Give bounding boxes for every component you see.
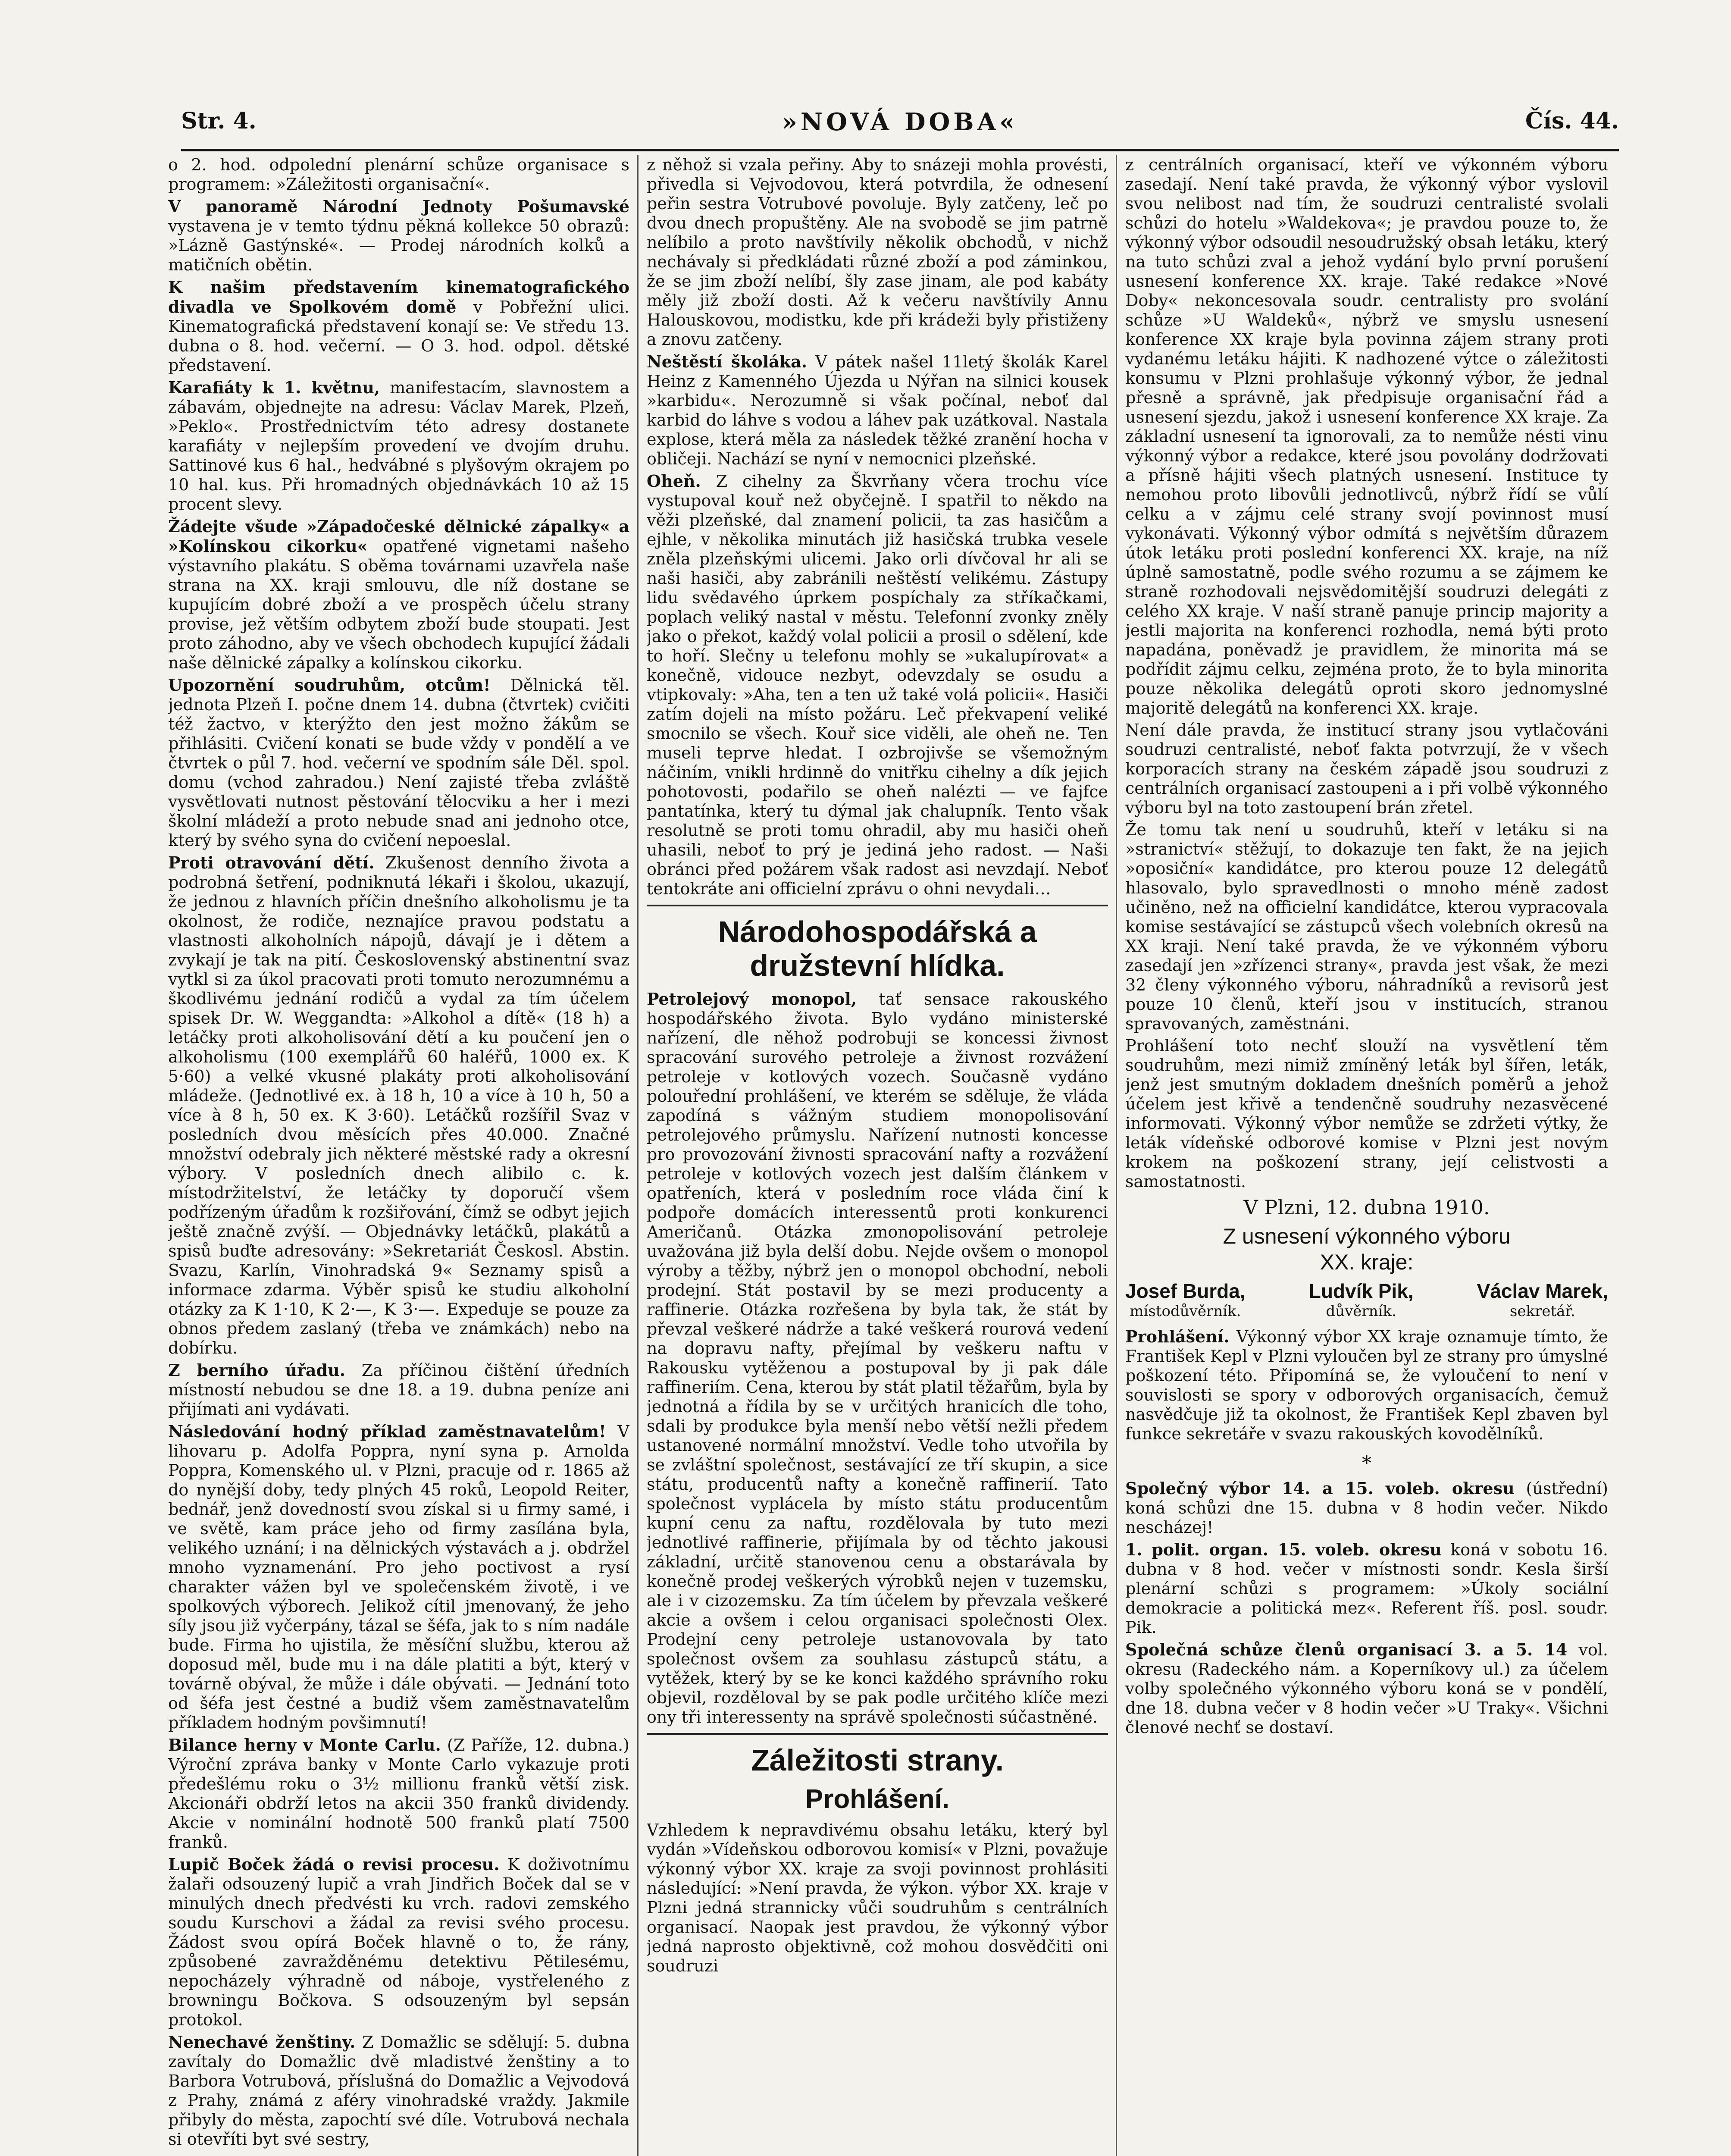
article-lead: Neštěstí školáka. — [647, 352, 807, 371]
page-number: Str. 4. — [181, 108, 257, 134]
page-header — [181, 108, 1619, 147]
masthead-title: »NOVÁ DOBA« — [782, 108, 1018, 136]
section-rule — [647, 905, 1108, 906]
article-lead: Proti otravování dětí. — [168, 853, 375, 872]
article-committee: Společný výbor 14. a 15. voleb. okresu (ústřední) koná schůzi dne 15. dubna v 8 hodin večer. Nikdo nescházej! — [1125, 1479, 1608, 1537]
article-monte-carlo: Bilance herny v Monte Carlu. (Z Paříže, 12. dubna.) Výroční zpráva banky v Monte Carlo vykazuje proti předešlému roku o 3½ millionu franků větší zisk. Akcionáři obdrží letos na akcii 350 franků dividendy. Akcie v nominální hodnotě 500 franků platí 7500 franků. — [168, 1735, 629, 1852]
article-tax-office: Z berního úřadu. Za příčinou čištění úředních místností nebudou se dne 18. a 19. dubna peníze ani přijímati ani vydávati. — [168, 1360, 629, 1419]
article-paragraph: Že tomu tak není u soudruhů, kteří v letáku si na »stranictví« stěžují, to dokazuje ten fakt, že na jejich »oposiční« kandidátce, pro kterou pouze 12 delegátů hlasovalo, bylo spravedlnosti o mnoho méně zadost učiněno, než na officielní kandidátce, kterou vypracovala komise sestávající se zástupců všech volebních okresů na XX kraji. Není také pravda, že ve výkonném výboru zasedají jen »zřízenci strany«, pravda jest však, že mezi 32 členy výkonného výboru, náhradníků a revisorů jest pouze 10 členů, kteří jsou v institucích, stranou spravovaných, zaměstnáni. — [1125, 820, 1608, 1033]
signature: Ludvík Pik, důvěrník. — [1308, 1280, 1414, 1320]
article-panorama: V panoramě Národní Jednoty Pošumavské vystavena je v temto týdnu pěkná kollekce 50 obrazů: »Lázně Gastýnské«. — Prodej národních kolků a matičních obětin. — [168, 197, 629, 274]
article-paragraph: Není dále pravda, že institucí strany jsou vytlačováni soudruzi centralisté, neboť fakta potvrzují, že v všech korporacích strany na českém západě jsou soudruzi z centrálních organisací zastoupeni a i při volbě výkonného výboru byl na toto zastoupení brán zřetel. — [1125, 721, 1608, 817]
article-lead: Prohlášení. — [1125, 1327, 1230, 1346]
article-women: Nenechavé ženštiny. Z Domažlic se sdělují: 5. dubna zavítaly do Domažlic dvě mladistvé ženštiny a to Barbora Votrubová, příslušná do Domažlic a Vejvodová z Prahy, známá z aféry vinohradské vraždy. Jakmile přibyly do města, zapochtí své díle. Votrubová nechala si otevříti byt své sestry, — [168, 2032, 629, 2149]
resolution-title: Z usnesení výkonného výboru XX. kraje: — [1223, 1224, 1511, 1274]
column-divider — [1116, 155, 1117, 2156]
article-lead: V panoramě Národní Jednoty Pošumavské — [168, 197, 629, 216]
signatures — [1125, 1279, 1608, 1320]
article-lead: Lupič Boček žádá o revisi procesu. — [168, 1855, 500, 1874]
section-title-party: Záležitosti strany. — [751, 1743, 1004, 1777]
article-lead: Žádejte všude »Západočeské dělnické zápalky« a »Kolínskou cikorku« — [168, 517, 629, 556]
article-paragraph: z centrálních organisací, kteří ve výkonném výboru zasedají. Není také pravda, že výkonný výbor vyslovil svou nelibost nad tím, že soudruzi centralisté svolali schůzi do hotelu »Waldekova«; je pravdou pouze to, že výkonný výbor odsoudil nesoudružský obsah letáku, který na tuto schůzi zval a jehož vydání bylo první porušení usnesení konference XX. kraje. Také redakce »Nové Doby« nekoncesovala soudr. centralisty pro svolání schůze »U Waldeků«, nýbrž ve smyslu usnesení konference XX kraje byla povinna zájem strany proti vydanému letáku hájiti. K nadhozené výtce o záležitosti konsumu v Plzni prohlašuje výkonný výbor, že jednal přesně a správně, jak předpisuje organisační řád a usnesení sjezdu, jakož i usnesení konference XX kraje. Za základní usnesení ta ignorovali, za to nemůže nésti vinu výkonný výbor a redakce, které jsou povolány dodržovati a přísně hájiti všech platných usnesení. Instituce ty nemohou proto libovůli jednotlivců, nýbrž řídí se vůlí celku a v zájmu celé strany svojí povinnost musí vykonávati. Výkonný výbor odmítá s největším důrazem útok letáku proti poslední konferenci XX. kraje, na níž úplně samostatně, podle svého rozumu a se zájmem ke straně rozhodovali nejsvědomitější soudruzi delegáti z celého XX kraje. V naší straně panuje princip majority a jestli majorita na konferenci rozhodla, nemá býti proto napadána, poněvadž je pravidlem, že minorita má se podřídit zájmu celku, zejména proto, že to byla minorita pouze několika delegátů oproti skoro jednomyslné majoritě delegátů na konferenci XX. kraje. — [1125, 155, 1608, 718]
article-lead: K našim představením kinematografického divadla ve Spolkovém domě — [168, 277, 629, 317]
article-matches: Žádejte všude »Západočeské dělnické zápalky« a »Kolínskou cikorku« opatřené vignetami našeho výstavního plakátu. S oběma továrnami uzavřela naše strana na XX. kraji smlouvu, dle níž dostane se kupujícím dobré zboží a ve prospěch účelu strany provise, jež větším odbytem zboží bude stoupati. Jest proto záhodno, aby ve všech obchodech kupující žádali naše dělnické zápalky a kolínskou cikorku. — [168, 517, 629, 672]
signature: Josef Burda, místodůvěrník. — [1125, 1280, 1246, 1320]
column-2 — [647, 155, 1108, 2156]
signature: Václav Marek, sekretář. — [1477, 1280, 1608, 1320]
section-rule — [647, 1733, 1108, 1735]
article-lead: 1. polit. organ. 15. voleb. okresu — [1125, 1540, 1442, 1559]
issue-number: Čís. 44. — [1525, 108, 1619, 134]
column-3 — [1125, 155, 1608, 2156]
place-date: V Plzni, 12. dubna 1910. — [1243, 1196, 1490, 1219]
article-lead: Upozornění soudruhům, otcům! — [168, 675, 491, 695]
article-lead: Následování hodný příklad zaměstnavatelům! — [168, 1422, 606, 1441]
article-lead: Oheň. — [647, 471, 701, 491]
article-fire: Oheň. Z cihelny za Škvrňany včera trochu více vystupoval kouř než obyčejně. I spatřil to někdo na věži plzeňské, dal znamení policii, ta zas hasičům a ejhle, v několika minutách již hasičská trubka vesele zněla plzeňskými ulicemi. Jako orli dívčoval hr ali se naši hasiči, aby zabránili neštěstí velikému. Zástupy lidu svědavého úprkem pospíchaly za stříkačkami, poplach veliký nastal v městu. Telefonní zvonky zněly jako o překot, každý volal policii a prosil o sdělení, kde to hoří. Slečny u telefonu mohly se »ukalupírovat« a konečně, vidouce nezbyt, odevzdaly se osudu a vtipkovaly: »Aha, ten a ten už také volá policii«. Hasiči zatím dojeli na místo požáru. Leč překvapení veliké smocnilo se všech. Kouř sice viděli, ale oheň ne. Ten museli teprve hledat. I ozbrojivše se všemožným náčiním, vnikli hrdinně do vnitřku cihelny a dík jejich pohotovosti, podařilo se oheň nalézti — ve fajfce pantatínka, který tu dýmal jak chalupník. Tento však resolutně se proti tomu ohradil, aby mu hasiči oheň uhasili, neboť to prý je jediná jeho radost. — Naši obránci před požárem však radost asi nevzdají. Neboť tentokráte ani officielní zprávu o ohni nevydali… — [647, 471, 1108, 898]
article-paragraph: Prohlášení toto nechť slouží na vysvětlení těm soudruhům, mezi nimiž zmíněný leták byl šířen, leták, jenž jest smutným dokladem dnešních poměrů a jehož účelem jest křivě a tendenčně soudruhy nezasvěcené informovati. Výkonný výbor nemůže se zdržeti výtky, že leták vídeňské odborové komise v Plzni jest novým krokem na poškození strany, její celistvosti a samostatnosti. — [1125, 1036, 1608, 1191]
article-lead: Nenechavé ženštiny. — [168, 2032, 356, 2052]
article-cinema: K našim představením kinematografického divadla ve Spolkovém domě v Pobřežní ulici. Kinematografická představení konají se: Ve středu 13. dubna o 8. hod. večerní. — O 3. hod. odpol. dětské představení. — [168, 277, 629, 375]
article-expulsion: Prohlášení. Výkonný výbor XX kraje oznamuje tímto, že František Kepl v Plzni vyloučen byl ze strany pro úmyslné poškození této. Připomíná se, že vyloučení to není v souvislosti se spory v odborových organisacích, čemuž nasvědčuje již ta okolnost, že František Kepl zbaven byl funkce sekretáře v svazu rakouských kovodělníků. — [1125, 1327, 1608, 1443]
article-alcohol: Proti otravování dětí. Zkušenost denního života a podrobná šetření, podniknutá lékaři i školou, ukazují, že jednou z hlavních příčin dnešního alkoholismu je ta okolnost, že rodiče, neznajíce pravou podstatu a vlastnosti alkoholních nápojů, dávají je i dětem a zvykají je tak na pití. Československý abstinentní svaz vytkl si za úkol pracovati proti tomuto nerozumnému a škodlivému jednání rodičů a vydal za tím účelem spisek Dr. W. Weggandta: »Alkohol a dítě« (18 h) a letáčky proti alkoholisování dětí a ku poučení jen o alkoholismu (100 exemplářů 60 haléřů, 1000 ex. K 5·60) a velké vkusné plakáty proti alkoholisování mládeže. (Jednotlivé ex. à 18 h, 10 a více à 10 h, 50 a více à 8 h, 50 ex. K 3·60). Letáčků rozšířil Svaz v posledních dvou měsících přes 40.000. Značné množství odebraly jich některé městské rady a okresní výbory. V posledních dnech alibilo c. k. místodržitelství, že letáčky ty doporučí všem podřízeným úřadům k rozšiřování, čímž se odbyt jejich ještě značně zvýší. — Objednávky letáčků, plakátů a spisů buďte adresovány: »Sekretariát Českosl. Abstin. Svazu, Karlín, Vinohradská 9« Seznamy spisů a informace zdarma. Výběr spisů ke studiu alkoholní otázky za K 1·10, K 2·—, K 3·—. Expeduje se pouze za obnos předem zaslaný (třeba ve známkách) nebo na dobírku. — [168, 853, 629, 1357]
article-example: Následování hodný příklad zaměstnavatelům! V lihovaru p. Adolfa Poppra, nyní syna p. Arnolda Poppra, Komenského ul. v Plzni, pracuje od r. 1865 až do nynější doby, tedy plných 45 roků, Leopold Reiter, bednář, jenž dovedností svou získal si u firmy samé, i ve světě, kam práce jeho od firmy zasílána byla, velikého uznání; i na dělnických výstavách a j. obdržel mnoho vyznamenání. Pro jeho poctivost a rysí charakter vážen byl ve společenském životě, i ve spolkových výborech. Jelikož cítil jmenovaný, že jeho síly jsou již vyčerpány, tázal se šéfa, jak to s ním nadále bude. Firma ho ujistila, že měsíční službu, kterou až doposud měl, bude mu i na dále platiti a být, který v továrně obýval, že může i dále obývati. — Jednání toto od šéfa jest čestné a budiž všem zaměstnavatelům příkladem hodným povšimnutí! — [168, 1422, 629, 1732]
separator-asterisk: * — [1362, 1452, 1371, 1474]
article-paragraph: z něhož si vzala peřiny. Aby to snázeji mohla provésti, přivedla si Vejvodovou, která potvrdila, že odnesení peřin sestra Votrubové povoluje. Byly zatčeny, leč po dvou dnech propuštěny. Ale na svobodě se jim patrně nelíbilo a proto navštívily několik obchodů, v nichž nechávaly si předkládati různé zboží a pod záminkou, že se jim zboží nelíbí, šly zase jinam, ale pod kabáty měly již zboží dosti. Až k večeru navštívily Annu Halouskovou, modistku, kde při krádeži byly přistiženy a znovu zatčeny. — [647, 155, 1108, 349]
article-organisation: 1. polit. organ. 15. voleb. okresu koná v sobotu 16. dubna v 8 hod. večer v místnosti sondr. Kesla širší plenární schůzi s programem: »Úkoly sociální demokracie a politická mez«. Referent říš. posl. soudr. Pik. — [1125, 1540, 1608, 1637]
article-carnations: Karafiáty k 1. květnu, manifestacím, slavnostem a zábavám, objednejte na adresu: Václav Marek, Plzeň, »Peklo«. Prostřednictvím této adresy dostanete karafiáty v nejlepším provedení ve dvojím druhu. Sattinové kus 6 hal., hedvábné s plyšovým okrajem po 10 hal. kus. Při hromadných objednávkách 10 až 15 procent slevy. — [168, 378, 629, 514]
article-lead: Petrolejový monopol, — [647, 989, 857, 1009]
article-lead: Karafiáty k 1. květnu, — [168, 378, 380, 397]
column-1 — [168, 155, 629, 2156]
header-rule — [181, 149, 1619, 151]
article-lead: Společný výbor 14. a 15. voleb. okresu — [1125, 1479, 1515, 1498]
article-lead: Společná schůze členů organisací 3. a 5. 14 — [1125, 1640, 1568, 1659]
article-paragraph: o 2. hod. odpolední plenární schůze organisace s programem: »Záležitosti organisační«. — [168, 155, 629, 194]
column-divider — [637, 155, 639, 2156]
article-lead: Z berního úřadu. — [168, 1360, 345, 1380]
section-title-economy: Národohospodářská a družstevní hlídka. — [718, 915, 1037, 982]
article-declaration: Vzhledem k nepravdivému obsahu letáku, který byl vydán »Vídeňskou odborovou komisí« v Plzni, považuje výkonný výbor XX. kraje za svoji povinnost prohlásiti následující: »Není pravda, že výkon. výbor XX. kraje v Plzni jedná strannicky vůči soudruhům s centrálních organisací. Naopak jest pravdou, že výkonný výbor jedná naprosto objektivně, což mohou dosvědčiti oni soudruzi — [647, 1821, 1108, 1975]
article-schoolboy: Neštěstí školáka. V pátek našel 11letý školák Karel Heinz z Kamenného Újezda u Nýřan na silnici kousek »karbidu«. Nerozumně si však počínal, neboť dal karbid do láhve s vodou a láhev pak uzátkoval. Nastala explose, která měla za následek těžké zranění hocha v obličeji. Nachází se nyní v nemocnici plzeňské. — [647, 352, 1108, 468]
article-joint-meeting: Společná schůze členů organisací 3. a 5. 14 vol. okresu (Radeckého nám. a Koperníkovy ul.) za účelem volby společného výkonného výboru koná se v pondělí, dne 18. dubna večer v 8 hodin večer »U Traky«. Všichni členové nechť se dostaví. — [1125, 1640, 1608, 1737]
article-bocek: Lupič Boček žádá o revisi procesu. K doživotnímu žalaři odsouzený lupič a vrah Jindřich Boček dal se v minulých dnech předvésti ku vrch. radovi zemského soudu Kurschovi a žádal za revisi svého procesu. Žádost svou opírá Boček hlavně o to, že rány, způsobené zavražděnému detektivu Pětilesému, nepocházely výhradně od náboje, vystřeleného z browningu Bočkova. S odsouzeným byl sepsán protokol. — [168, 1855, 629, 2029]
section-subtitle: Prohlášení. — [805, 1784, 950, 1814]
article-petroleum: Petrolejový monopol, tať sensace rakouského hospodářského života. Bylo vydáno ministerské nařízení, dle něhož podrobuji se koncessi živnost spracování surového petroleje a živnost rozvážení petroleje v kotlových vozech. Současně vydáno polouřední prohlášení, ve kterém se sděluje, že vláda zapodíná s vážným studiem monopolisování petrolejového průmyslu. Nařízení nutnosti koncesse pro provozování živnosti spracování nafty a rozvážení petroleje v kotlových vozech jest dalším článkem v opatřeních, která v posledním roce vláda činí k podpoře domácích interessentů proti konkurenci Američanů. Otázka zmonopolisování petroleje uvažována již byla delší dobu. Nejde ovšem o monopol výroby a těžby, nýbrž jen o monopol obchodní, neboli prodejní. Stát postavil by se mezi producenty a raffinerie. Otázka rozřešena by byla tak, že stát by převzal veškeré nádrže a také veškerá rourová vedení na dopravu nafty, přejímal by veškeru naftu v Rakousku vytěženou a postupoval by ji pak dále raffineriím. Cena, kterou by stát platil těžařům, byla by jednotná a řídila by se v určitých hranicích dle toho, sdali by produkce byla menší nebo větší nežli předem ustanovené normální množství. Vedle toho utvořila by se zvláštní společnost, sestávající ze tří skupin, a sice státu, producentů nafty a konečně raffinerií. Tato společnost vyplácela by místo státu producentům kupní cenu za naftu, rozdělovala by tuto mezi jednotlivé raffinerie, přijímala by od těchto jakousi základní, určitě stanovenou cenu a obstarávala by konečně prodej veškerých výrobků nejen v tuzemsku, ale i v cizozemsku. Za tím účelem by převzala veškeré akcie a ovšem i celou organisaci společnosti Olex. Prodejní ceny petroleje ustanovovala by tato společnost ovšem za souhlasu zástupců státu, a vytěžek, který by se ke konci každého správního roku objevil, rozděloval by se pak podle určitého klíče mezi ony tři interessenty na správě společnosti súčastněné. — [647, 989, 1108, 1727]
article-lead: Bilance herny v Monte Carlu. — [168, 1735, 441, 1755]
article-notice-fathers: Upozornění soudruhům, otcům! Dělnická těl. jednota Plzeň I. počne dnem 14. dubna (čtvrtek) cvičiti též žactvo, v kterýžto den jest možno žákům se přihlásiti. Cvičení konati se bude vždy v pondělí a ve čtvrtek o půl 7. hod. večerní ve spodním sále Děl. spol. domu (vchod zahradou.) Není zajisté třeba zvláště vysvětlovati nutnost pěstování tělocviku a her i mezi školní mládeží a proto nebude snad ani jednoho otce, který by svého syna do cvičení nepoeslal. — [168, 675, 629, 850]
